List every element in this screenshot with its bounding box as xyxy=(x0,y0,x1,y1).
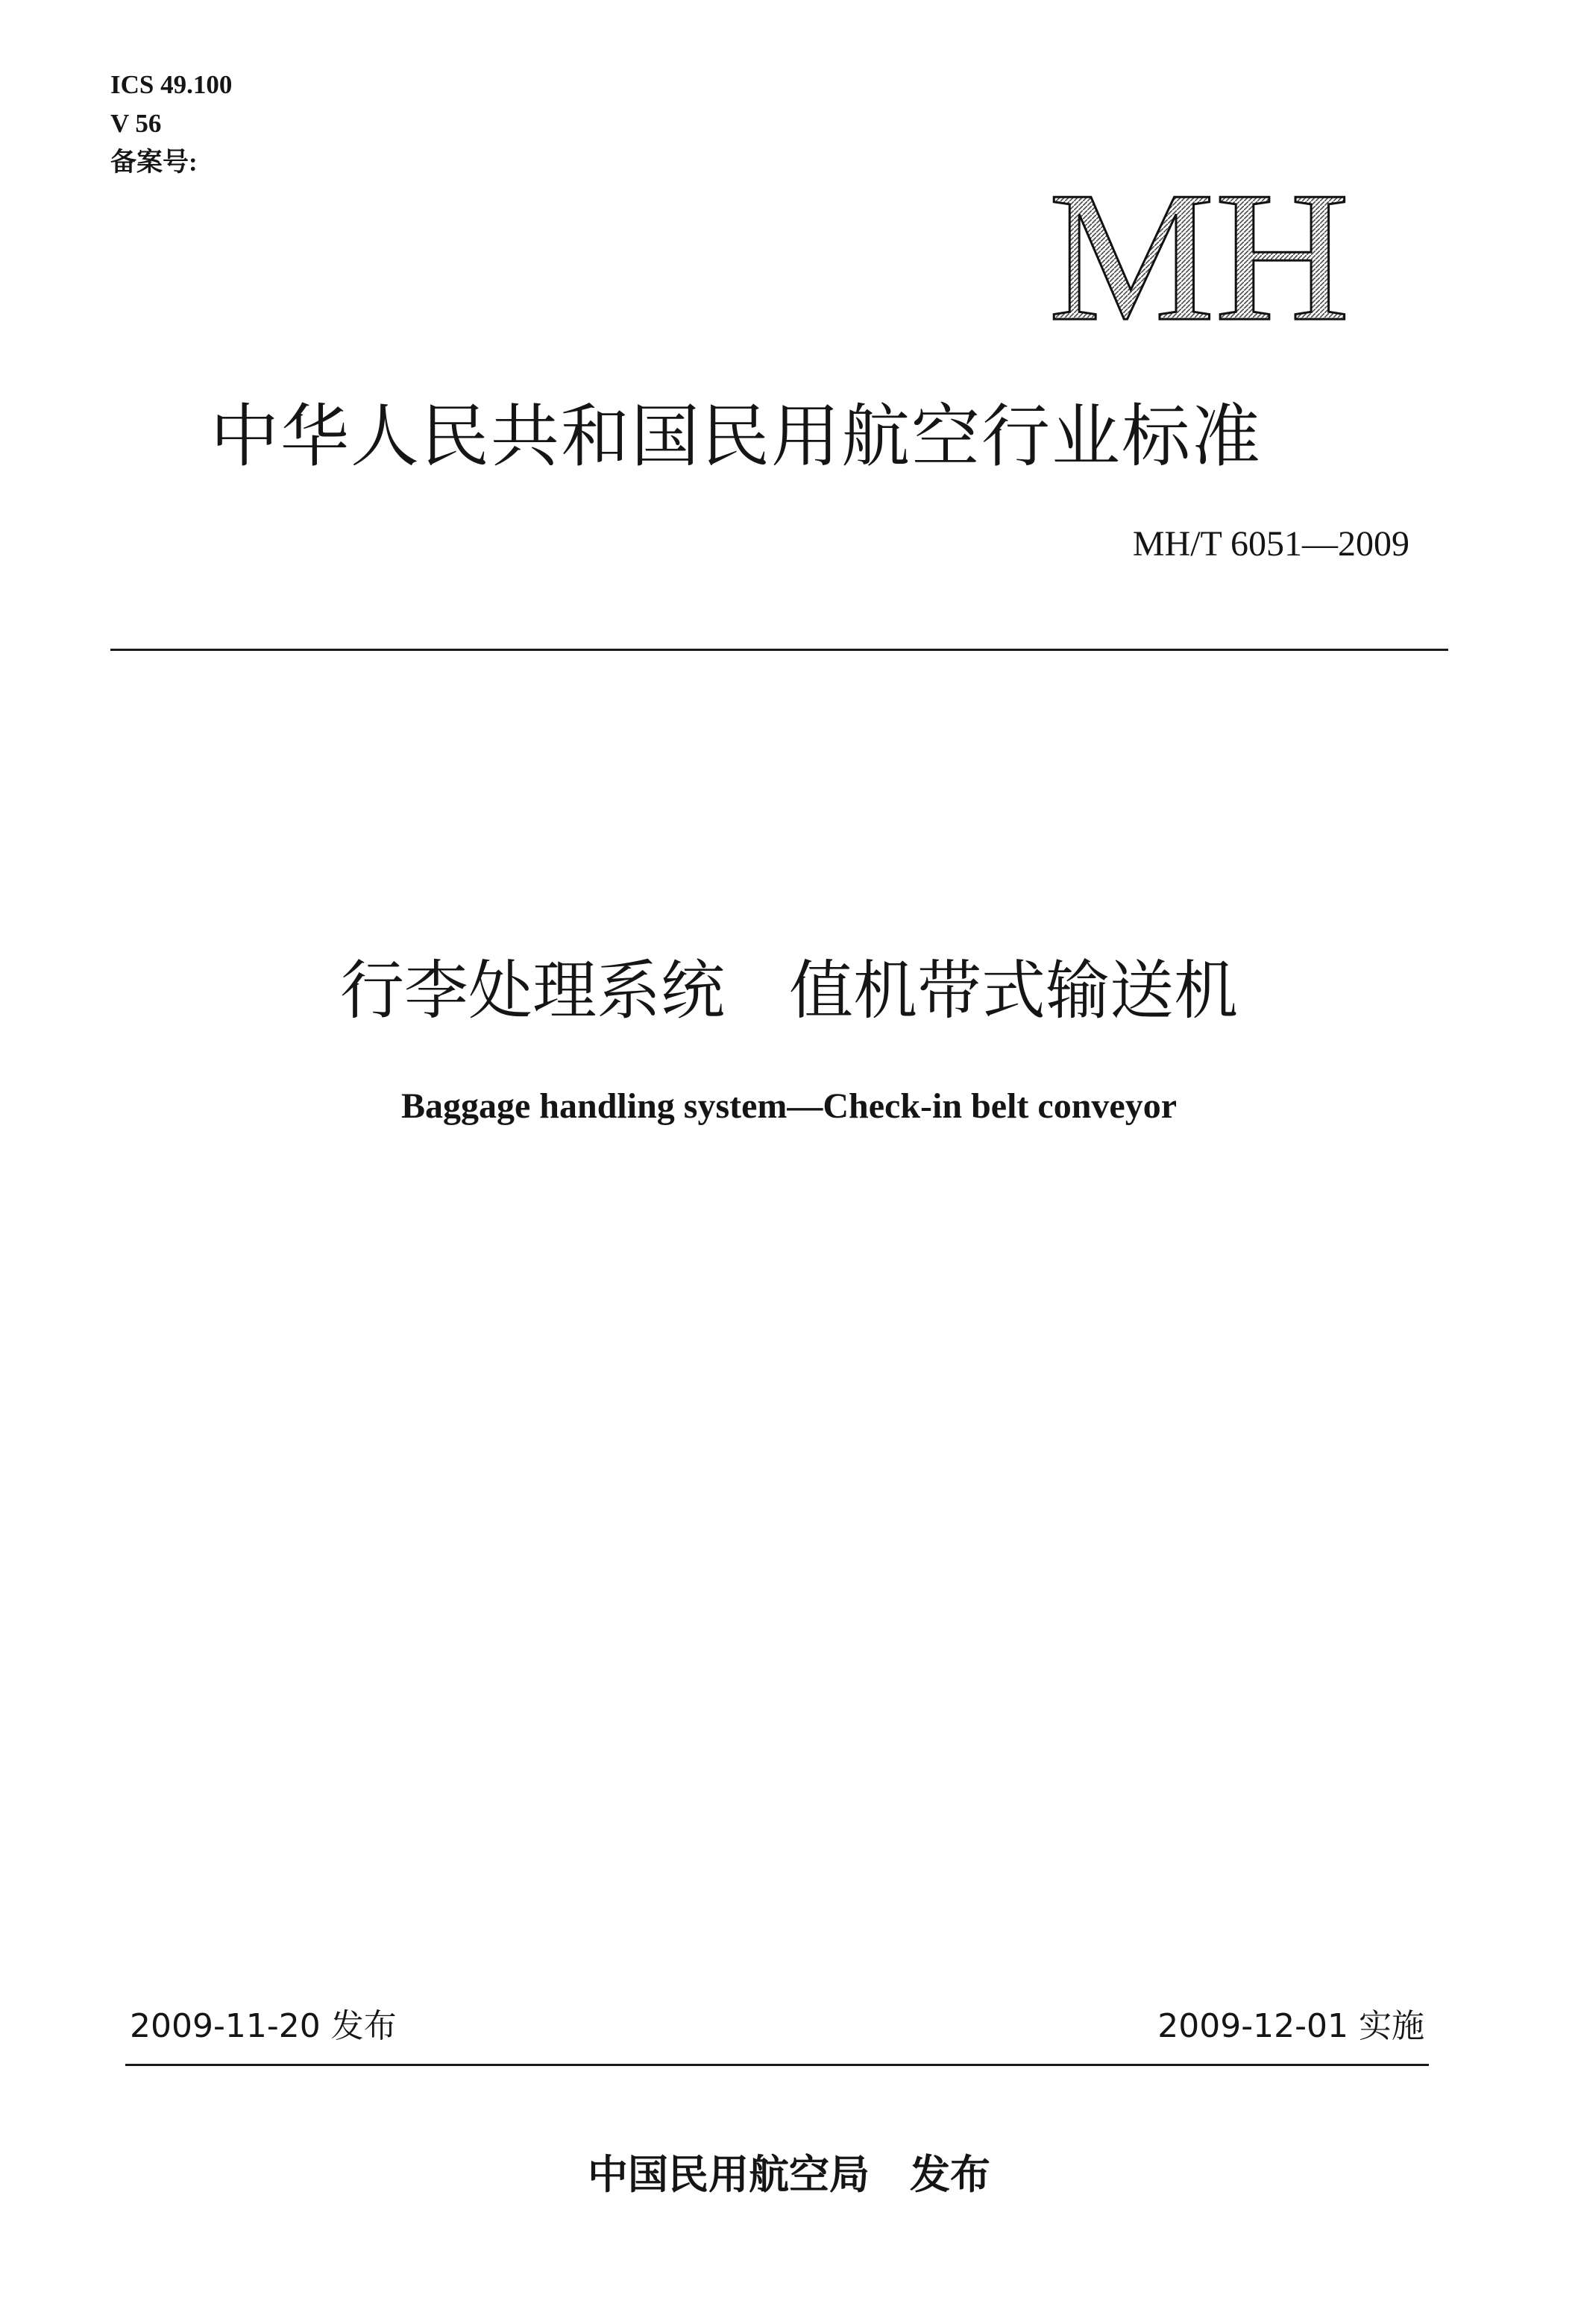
footer-divider xyxy=(125,2064,1429,2066)
mh-logo-text: MH xyxy=(1049,170,1350,334)
mh-logo xyxy=(1043,170,1356,334)
organization-title: 中华人民共和国民用航空行业标准 xyxy=(210,397,1263,476)
standard-number: MH/T 6051—2009 xyxy=(1132,524,1409,564)
issue-date: 2009-11-20 发布 xyxy=(130,2007,397,2045)
implementation-date: 2009-12-01 实施 xyxy=(1157,2007,1424,2045)
header-divider xyxy=(110,649,1448,651)
header-meta xyxy=(110,66,232,182)
filing-number-label: 备案号: xyxy=(110,148,198,177)
publisher: 中国民用航空局 发布 xyxy=(588,2150,990,2198)
document-title-english: Baggage handling system—Check-in belt conveyor xyxy=(400,1086,1177,1126)
document-title-chinese: 行李处理系统 值机带式输送机 xyxy=(340,954,1238,1028)
classification-code: V 56 xyxy=(110,109,162,138)
ics-code: ICS 49.100 xyxy=(110,70,233,99)
